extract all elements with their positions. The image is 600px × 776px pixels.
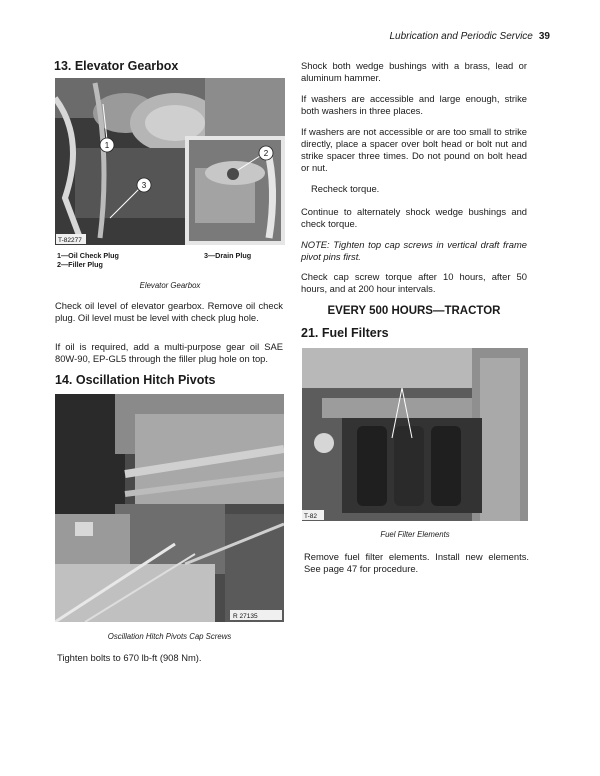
header-title: Lubrication and Periodic Service bbox=[389, 31, 533, 42]
fuel-filters-caption: Fuel Filter Elements bbox=[380, 530, 450, 539]
section-13-para-2: If oil is required, add a multi-purpose gear oil SAE 80W-90, EP-GL5 through the filler plug hole on top. bbox=[55, 341, 283, 364]
elevator-gearbox-caption: Elevator Gearbox bbox=[139, 281, 201, 290]
image-code-elevator: T-82277 bbox=[58, 237, 82, 244]
note: NOTE: Tighten top cap screws in vertical draft frame pivot pins first. bbox=[301, 239, 527, 262]
right-para-2: If washers are accessible and large enough, strike both washers in three places. bbox=[301, 93, 527, 116]
section-13-para-1: Check oil level of elevator gearbox. Remove oil check plug. Oil level must be level with check plug hole. bbox=[55, 300, 283, 323]
section-13-heading: 13. Elevator Gearbox bbox=[54, 59, 179, 73]
image-code-fuel: T-82 bbox=[304, 513, 318, 520]
callout-1: 1 bbox=[104, 141, 110, 150]
every-500-hours-heading: EVERY 500 HOURS—TRACTOR bbox=[327, 305, 501, 317]
callout-2: 2 bbox=[263, 149, 269, 158]
section-14-heading: 14. Oscillation Hitch Pivots bbox=[55, 373, 216, 387]
legend-item-3: 3—Drain Plug bbox=[204, 251, 252, 260]
running-header bbox=[360, 31, 550, 42]
oscillation-hitch-photo bbox=[55, 394, 284, 622]
oscillation-hitch-caption: Oscillation Hitch Pivots Cap Screws bbox=[107, 632, 232, 641]
legend-item-2: 2—Filler Plug bbox=[57, 260, 103, 269]
legend-item-1: 1—Oil Check Plug bbox=[57, 251, 119, 260]
image-code-hitch: R 27135 bbox=[233, 613, 258, 620]
right-para-5: Continue to alternately shock wedge bushings and check torque. bbox=[301, 206, 527, 229]
fuel-filters-photo bbox=[302, 348, 528, 521]
right-para-4: Recheck torque. bbox=[311, 183, 380, 194]
section-21-heading: 21. Fuel Filters bbox=[301, 326, 389, 340]
right-para-1: Shock both wedge bushings with a brass, lead or aluminum hammer. bbox=[301, 60, 527, 83]
elevator-gearbox-photo bbox=[55, 78, 285, 245]
section-14-para: Tighten bolts to 670 lb-ft (908 Nm). bbox=[57, 652, 202, 663]
section-21-para: Remove fuel filter elements. Install new elements. See page 47 for procedure. bbox=[304, 551, 529, 574]
right-para-3: If washers are not accessible or are too small to strike directly, place a spacer over bolt head or bolt nut and strike spacer three times. Do not pound on bolt head or nut. bbox=[301, 126, 527, 173]
page-number: 39 bbox=[538, 31, 550, 42]
right-para-6: Check cap screw torque after 10 hours, after 50 hours, and at 200 hour intervals. bbox=[301, 271, 527, 294]
callout-3: 3 bbox=[141, 181, 147, 190]
